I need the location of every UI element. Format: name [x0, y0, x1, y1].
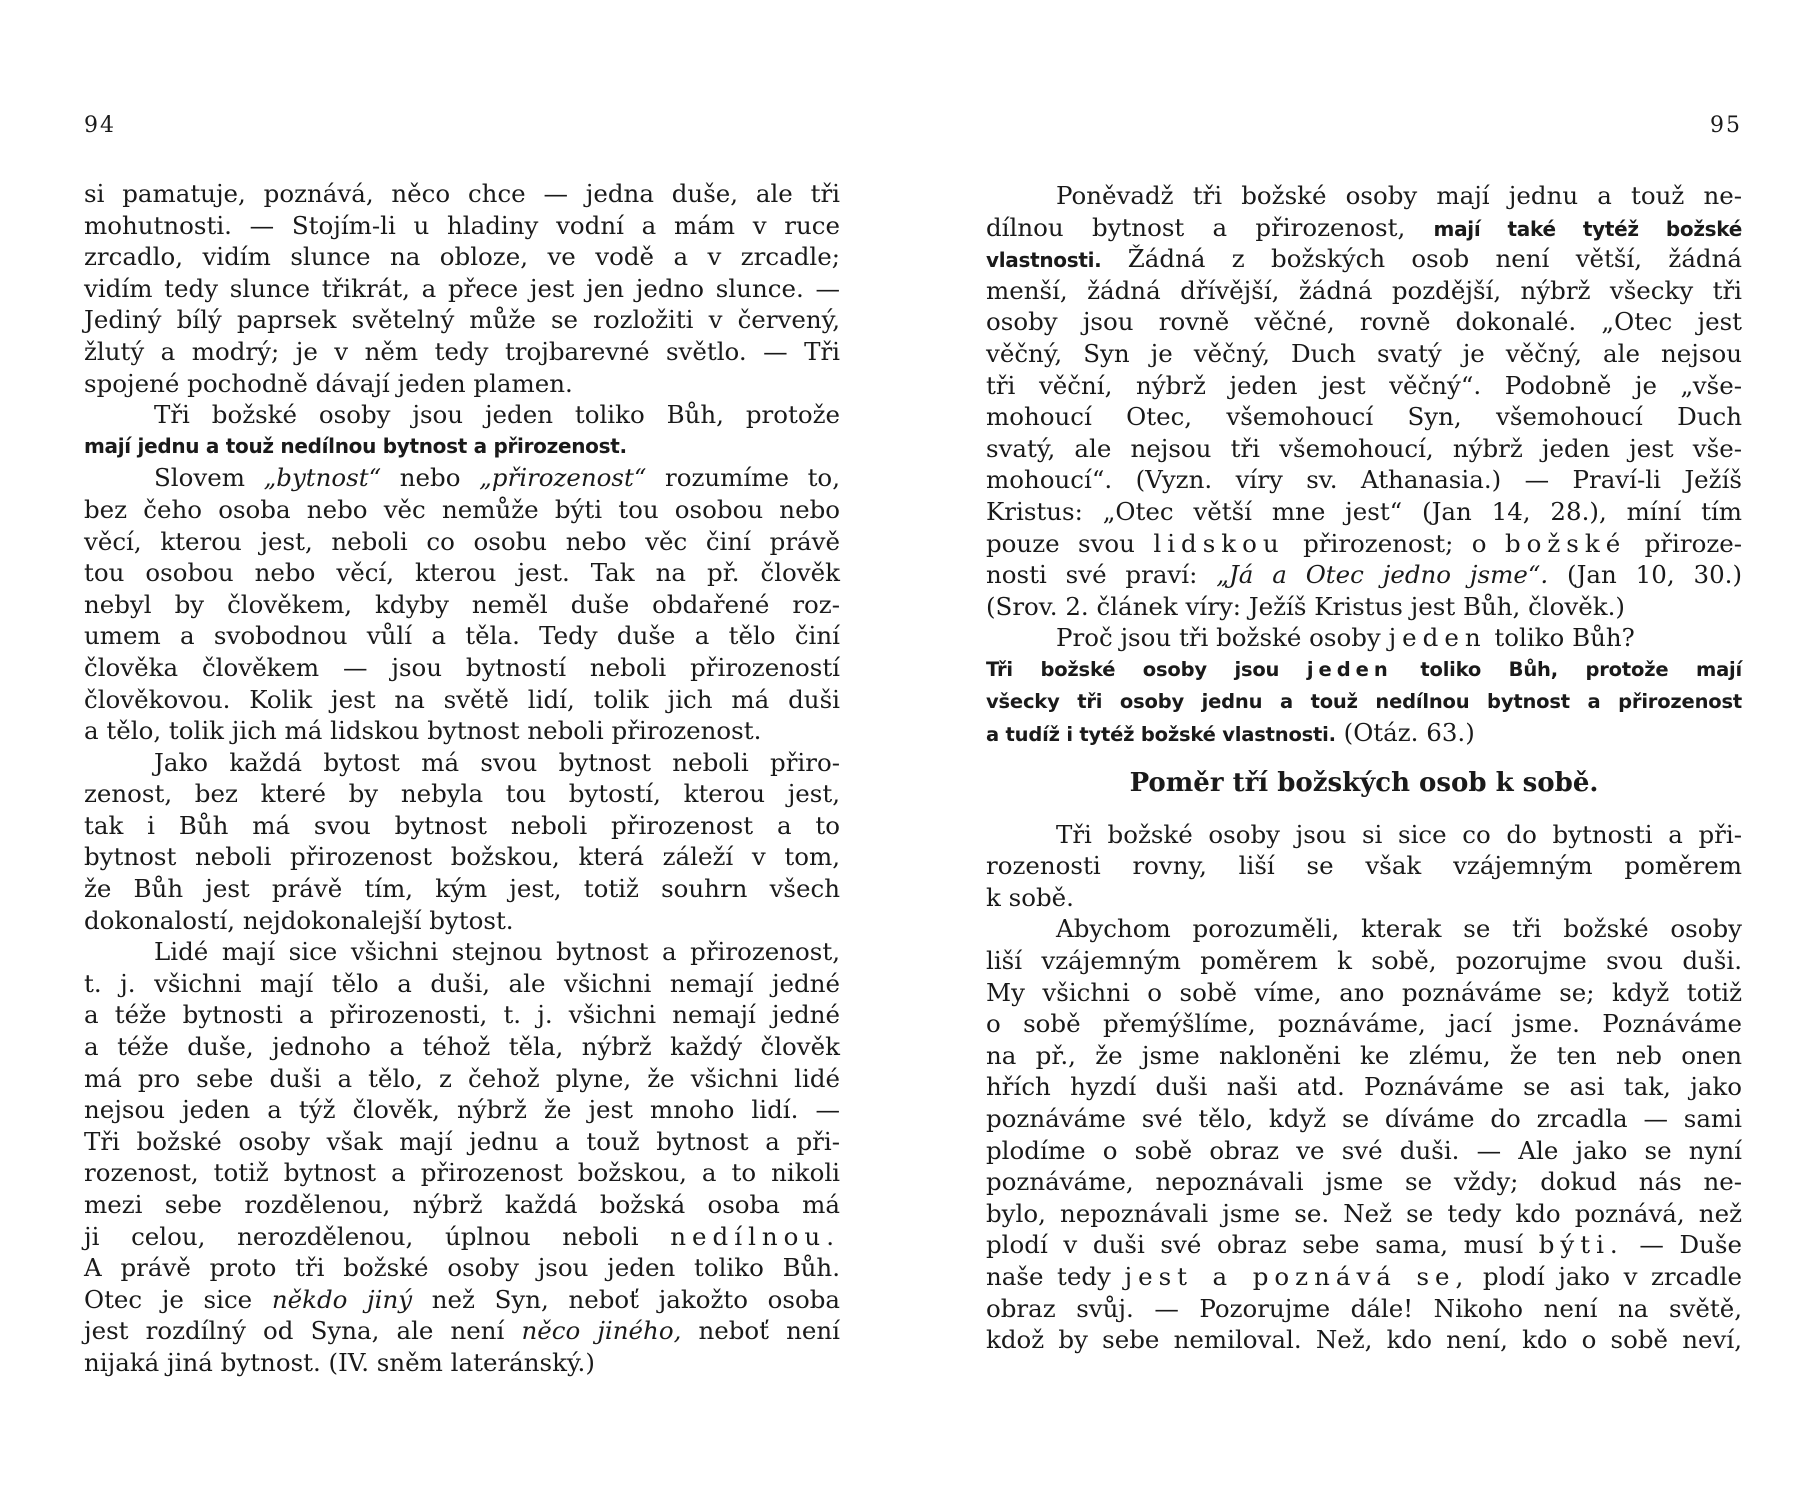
text-line: spojené pochodně dávají jeden plamen. [84, 368, 573, 398]
text-line: menší, žádná dřívější, žádná pozdější, nýbrž všecky tři [986, 275, 1742, 305]
bold-answer-line: a tudíž i tytéž božské vlastnosti. (Otáz. 63.) [986, 718, 1475, 748]
text-line: nebyl by člověkem, kdyby neměl duše obdařené roz- [84, 589, 840, 619]
text-line: naše tedy jest a poznává se, plodí jako v zrcadle [986, 1262, 1742, 1291]
text-line: plodíme o sobě obraz ve své duši. — Ale jako se nyní [986, 1135, 1742, 1165]
text-line: plodí v duši své obraz sebe sama, musí býti. — Duše [986, 1230, 1743, 1260]
text-line: Slovem „bytnost“ nebo „přirozenost“ rozumíme to, [154, 463, 840, 493]
text-line: tou osobou nebo věcí, kterou jest. Tak na př. člověk [84, 558, 840, 588]
text-line: Tři božské osoby jsou si sice co do bytnosti a při- [1056, 819, 1742, 849]
text-line: mohoucí Otec, všemohoucí Syn, všemohoucí Duch [986, 402, 1742, 432]
text-line: ji celou, nerozdělenou, úplnou neboli nedílnou. [84, 1221, 840, 1251]
text-line: věčný, Syn je věčný, Duch svatý je věčný, ale nejsou [986, 338, 1742, 368]
text-line: nosti své praví: „Já a Otec jedno jsme“. (Jan 10, 30.) [986, 560, 1742, 590]
page-number: 94 [84, 113, 116, 138]
text-line: k sobě. [986, 882, 1074, 912]
text-line: liší vzájemným poměrem k sobě, pozorujme svou duši. [986, 946, 1742, 976]
text-line: vlastnosti. Žádná z božských osob není větší, žádná [986, 244, 1742, 274]
text-line: mohutnosti. — Stojím-li u hladiny vodní a mám v ruce [84, 210, 840, 240]
bold-answer-line: všecky tři osoby jednu a touž nedílnou bytnost a přirozenost [986, 689, 1742, 713]
text-line: o sobě přemýšlíme, poznáváme, jací jsme. Poznáváme [986, 1009, 1742, 1039]
text-line: věcí, kterou jest, neboli co osobu nebo věc činí právě [84, 526, 840, 556]
text-line: a téže bytnosti a přirozenosti, t. j. všichni nemají jedné [84, 1000, 840, 1030]
text-line: Otec je sice někdo jiný než Syn, neboť jakožto osoba [84, 1284, 840, 1314]
text-line: rozenost, totiž bytnost a přirozenost božskou, a to nikoli [84, 1158, 840, 1188]
bold-answer-line: Tři božské osoby jsou jeden toliko Bůh, protože mají [986, 657, 1742, 681]
text-line: zrcadlo, vidím slunce na obloze, ve vodě a v zrcadle; [84, 242, 840, 272]
text-line: poznáváme, nepoznávali jsme se vždy; dokud nás ne- [986, 1167, 1742, 1197]
text-line: mezi sebe rozdělenou, nýbrž každá božská osoba má [84, 1190, 840, 1219]
question-line: Proč jsou tři božské osoby jeden toliko Bůh? [1056, 623, 1635, 653]
text-line: osoby jsou rovně věčné, rovně dokonalé. „Otec jest [986, 307, 1742, 337]
text-line: Jako každá bytost má svou bytnost neboli přiro- [154, 747, 840, 777]
text-line: dokonalostí, nejdokonalejší bytost. [84, 905, 514, 935]
text-line: mohoucí“. (Vyzn. víry sv. Athanasia.) — Praví-li Ježíš [986, 465, 1742, 495]
text-line: kdož by sebe nemiloval. Než, kdo není, kdo o sobě neví, [986, 1325, 1742, 1355]
text-line: t. j. všichni mají tělo a duši, ale všichni nemají jedné [84, 968, 840, 998]
text-line: tři věční, nýbrž jeden jest věčný“. Podobně je „vše- [986, 370, 1742, 400]
bold-text-line: mají jednu a touž nedílnou bytnost a přirozenost. [84, 433, 627, 458]
text-line: Tři božské osoby jsou jeden toliko Bůh, protože [154, 400, 840, 430]
left-page-body [84, 178, 840, 1379]
text-line: vidím tedy slunce třikrát, a přece jest jen jedno slunce. — [84, 273, 840, 303]
text-line: bylo, nepoznávali jsme se. Než se tedy kdo poznává, než [986, 1198, 1742, 1228]
text-line: Lidé mají sice všichni stejnou bytnost a přirozenost, [154, 937, 840, 967]
text-line: si pamatuje, poznává, něco chce — jedna duše, ale tři [84, 179, 840, 208]
text-line: na př., že jsme nakloněni ke zlému, že ten neb onen [986, 1040, 1742, 1070]
text-line: obraz svůj. — Pozorujme dále! Nikoho není na světě, [986, 1293, 1742, 1323]
right-page-body [986, 180, 1742, 1356]
text-line: bez čeho osoba nebo věc nemůže býti tou osobou nebo [84, 494, 840, 524]
text-line: nijaká jiná bytnost. (IV. sněm lateránský.) [84, 1347, 595, 1377]
text-line: dílnou bytnost a přirozenost, mají také tytéž božské [986, 212, 1743, 242]
text-line: člověka člověkem — jsou bytností neboli přirozeností [84, 652, 840, 682]
text-line: My všichni o sobě víme, ano poznáváme se; když totiž [986, 977, 1742, 1007]
text-line: svatý, ale nejsou tři všemohoucí, nýbrž jeden jest vše- [986, 433, 1742, 463]
text-line: (Srov. 2. článek víry: Ježíš Kristus jest Bůh, člověk.) [986, 591, 1625, 621]
text-line: poznáváme své tělo, když se díváme do zrcadla — sami [986, 1104, 1742, 1134]
text-line: a téže duše, jednoho a téhož těla, nýbrž každý člověk [84, 1032, 840, 1062]
text-line: nejsou jeden a týž člověk, nýbrž že jest mnoho lidí. — [84, 1095, 840, 1125]
text-line: žlutý a modrý; je v něm tedy trojbarevné světlo. — Tři [84, 336, 840, 366]
text-line: člověkovou. Kolik jest na světě lidí, tolik jich má duši [84, 684, 840, 714]
text-line: tak i Bůh má svou bytnost neboli přirozenost a to [84, 810, 840, 840]
text-line: Tři božské osoby však mají jednu a touž bytnost a při- [84, 1126, 840, 1156]
text-line: jest rozdílný od Syna, ale není něco jiného, neboť není [84, 1316, 840, 1346]
text-line: má pro sebe duši a tělo, z čehož plyne, že všichni lidé [84, 1063, 840, 1093]
text-line: Abychom porozuměli, kterak se tři božské osoby [1056, 914, 1742, 944]
page-number: 95 [1710, 113, 1742, 138]
text-line: pouze svou lidskou přirozenost; o božské přiroze- [986, 528, 1742, 558]
text-line: umem a svobodnou vůlí a těla. Tedy duše a tělo činí [84, 621, 840, 651]
text-line: že Bůh jest právě tím, kým jest, totiž souhrn všech [84, 874, 840, 904]
text-line: Kristus: „Otec větší mne jest“ (Jan 14, 28.), míní tím [986, 496, 1742, 526]
text-line: zenost, bez které by nebyla tou bytostí, kterou jest, [84, 779, 840, 809]
text-line: rozenosti rovny, liší se však vzájemným poměrem [986, 851, 1742, 881]
text-line: a tělo, tolik jich má lidskou bytnost neboli přirozenost. [84, 716, 762, 746]
section-heading: Poměr tří božských osob k sobě. [1129, 767, 1599, 798]
text-line: Poněvadž tři božské osoby mají jednu a touž ne- [1056, 181, 1742, 210]
text-line: A právě proto tři božské osoby jsou jeden toliko Bůh. [84, 1253, 840, 1283]
text-line: bytnost neboli přirozenost božskou, která záleží v tom, [84, 842, 840, 872]
text-line: Jediný bílý paprsek světelný může se rozložiti v červený, [84, 305, 840, 335]
text-line: hřích hyzdí duši naši atd. Poznáváme se asi tak, jako [986, 1072, 1742, 1102]
